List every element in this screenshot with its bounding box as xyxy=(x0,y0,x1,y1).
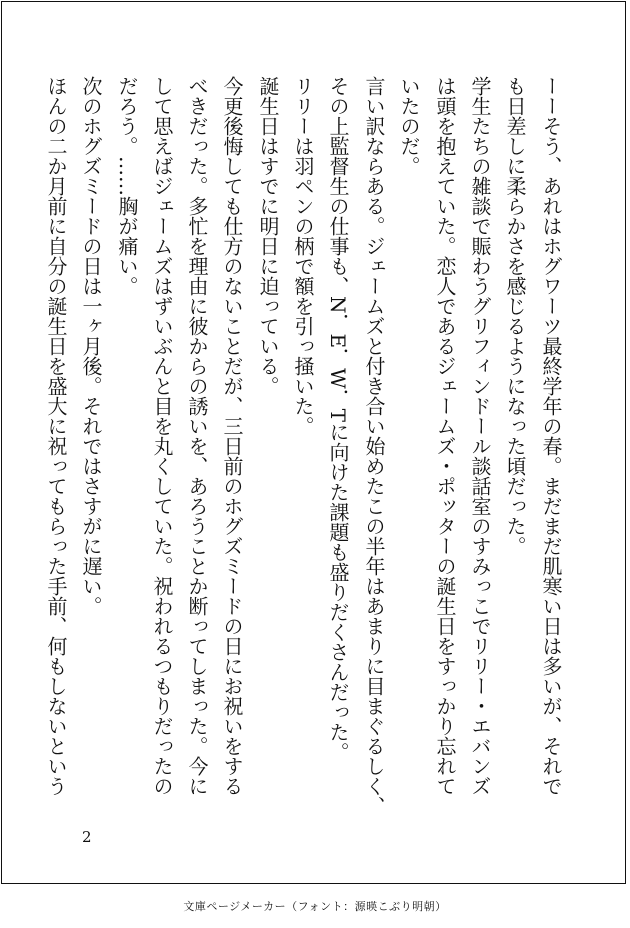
text-line: ほんの二か月前に自分の誕生日を盛大に祝ってもらった手前、何もしないという xyxy=(44,76,68,796)
text-line: その上監督生の仕事も、N．E．W．Tに向けた課題も盛りだくさんだった。 xyxy=(326,76,350,762)
text-line: 今更後悔しても仕方のないことだが、三日前のホグズミードの日にお祝いをする xyxy=(220,76,244,796)
text-line: 言い訳ならある。ジェームズと付き合い始めたこの半年はあまりに目まぐるしく、 xyxy=(362,76,386,816)
text-line: も日差しに柔らかさを感じるようになった頃だった。 xyxy=(503,76,527,556)
page-number: 2 xyxy=(82,828,92,846)
text-line: 学生たちの雑談で賑わうグリフィンドール談話室のすみっこでリリー・エバンズ xyxy=(468,76,492,796)
book-page xyxy=(1,1,626,884)
text-line: は頭を抱えていた。恋人であるジェームズ・ポッターの誕生日をすっかり忘れて xyxy=(433,76,457,796)
text-line: べきだった。多忙を理由に彼からの誘いを、あろうことか断ってしまった。今に xyxy=(185,76,209,796)
text-line: リリーは羽ペンの柄で額を引っ掻いた。 xyxy=(291,76,315,436)
text-line: いたのだ。 xyxy=(397,76,421,176)
text-line: 次のホグズミードの日は一ヶ月後。それではさすがに遅い。 xyxy=(79,76,103,616)
text-line: 誕生日はすでに明日に迫っている。 xyxy=(256,76,280,396)
footer-caption: 文庫ページメーカー（フォント：源暎こぶり明朝） xyxy=(183,900,447,913)
text-line: ーーそう、あれはホグワーツ最終学年の春。まだまだ肌寒い日は多いが、それで xyxy=(539,76,563,796)
text-line: して思えばジェームズはずいぶんと目を丸くしていた。祝われるつもりだったの xyxy=(150,76,174,796)
text-line: だろう。……胸が痛い。 xyxy=(115,76,139,296)
